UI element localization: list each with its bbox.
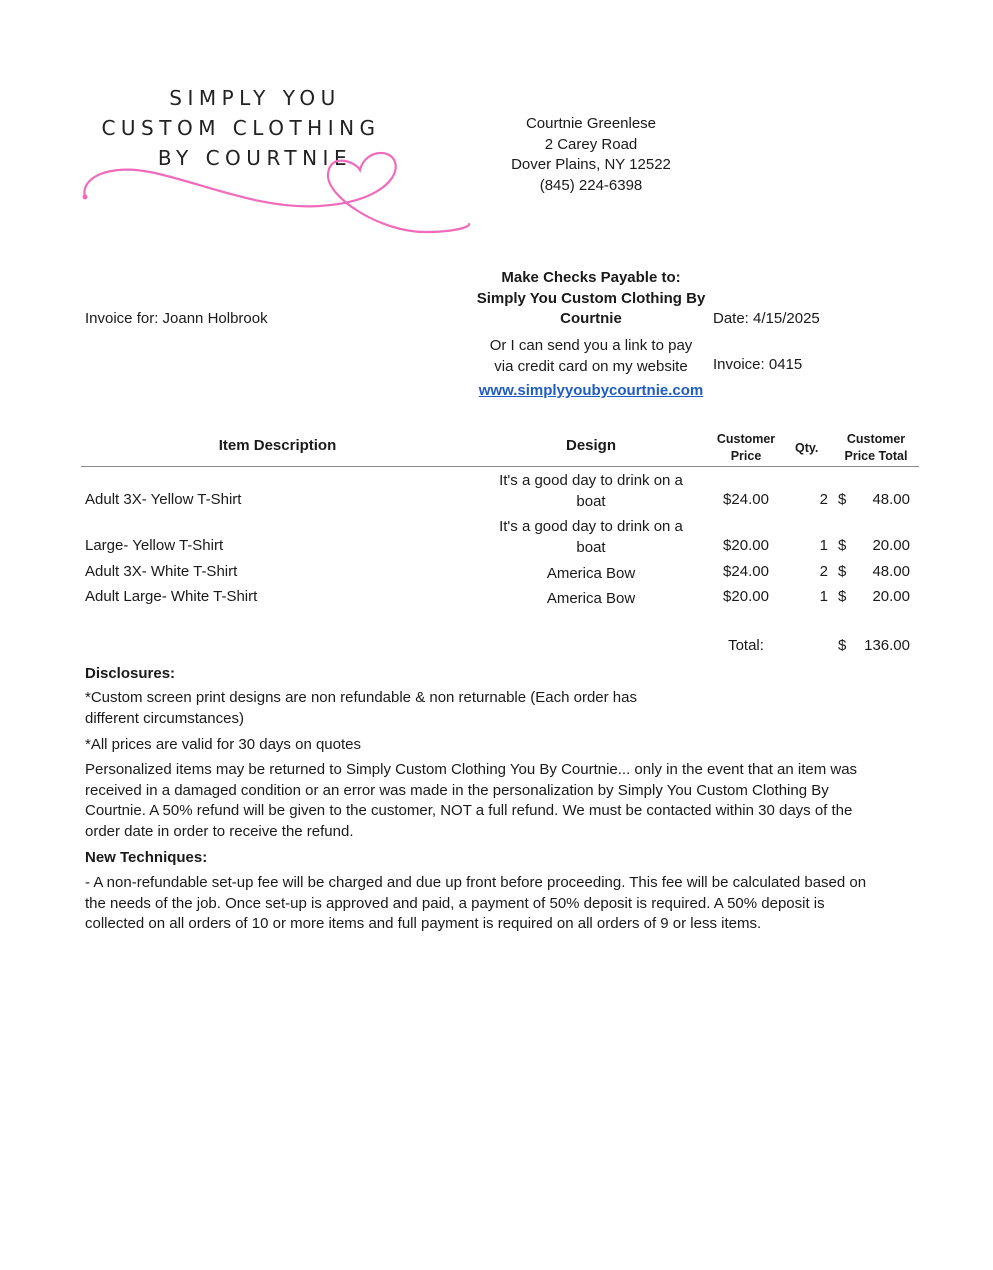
disclosure-refund-policy bbox=[85, 688, 637, 729]
refund-line-3: Courtnie. A 50% refund will be given to the customer, NOT a full refund. We must be contacted within 30 days of the bbox=[85, 802, 853, 819]
row-total: 20.00 bbox=[872, 537, 910, 554]
row-qty: 2 bbox=[819, 491, 828, 508]
row-price: $24.00 bbox=[723, 491, 769, 508]
row-qty: 1 bbox=[819, 537, 828, 554]
disclosure-line-1a: *Custom screen print designs are non refundable & non returnable (Each order has bbox=[85, 689, 637, 706]
disclosures-heading: Disclosures: bbox=[85, 665, 176, 682]
invoice-for: Invoice for: Joann Holbrook bbox=[85, 310, 268, 327]
disclosure-line-1b: different circumstances) bbox=[85, 709, 244, 727]
header-qty: Qty. bbox=[795, 441, 819, 455]
seller-phone: (845) 224-6398 bbox=[539, 176, 643, 194]
row-design-line-1: It's a good day to drink on a bbox=[499, 518, 683, 535]
table-header-rule bbox=[81, 466, 919, 467]
row-design-line-2: boat bbox=[576, 539, 606, 556]
row-description: Adult 3X- White T-Shirt bbox=[85, 563, 238, 580]
row-currency: $ bbox=[838, 588, 847, 605]
header-design: Design bbox=[565, 437, 616, 454]
total-currency: $ bbox=[838, 637, 847, 654]
row-total: 20.00 bbox=[872, 588, 910, 605]
refund-line-4: order date in order to receive the refund. bbox=[85, 822, 354, 840]
disclosure-personalized-returns bbox=[85, 760, 857, 842]
row-design-line-1: It's a good day to drink on a bbox=[499, 472, 683, 489]
techniques-heading: New Techniques: bbox=[85, 849, 208, 866]
heart-swoosh-icon bbox=[80, 82, 475, 242]
header-price-line-1: Customer bbox=[716, 432, 776, 446]
refund-line-1: Personalized items may be returned to Simply Custom Clothing You By Courtnie... only in the event that an item was bbox=[85, 761, 858, 778]
row-currency: $ bbox=[838, 537, 847, 554]
row-description: Adult Large- White T-Shirt bbox=[85, 588, 258, 605]
brand-logo bbox=[80, 82, 475, 242]
techniques-line-1: - A non-refundable set-up fee will be charged and due up front before proceeding. This fee will be calculated based on bbox=[85, 874, 867, 891]
row-qty: 2 bbox=[819, 563, 828, 580]
payee-line-2: Courtnie bbox=[560, 310, 622, 327]
row-design: America Bow bbox=[546, 565, 636, 582]
seller-street: 2 Carey Road bbox=[544, 135, 638, 153]
payable-block bbox=[470, 268, 712, 330]
header-customer-price-total bbox=[832, 431, 920, 465]
row-price: $24.00 bbox=[723, 563, 769, 580]
logo-line-1: SIMPLY YOU bbox=[169, 86, 341, 110]
refund-line-2: received in a damaged condition or an error was made in the personalization by Simply You Custom Clothing By bbox=[85, 781, 829, 799]
total-label: Total: bbox=[728, 637, 764, 654]
row-design-line-2: boat bbox=[576, 493, 606, 510]
seller-city: Dover Plains, NY 12522 bbox=[511, 156, 671, 173]
row-design bbox=[470, 516, 712, 558]
row-price: $20.00 bbox=[723, 537, 769, 554]
row-price: $20.00 bbox=[723, 588, 769, 605]
techniques-line-3: collected on all orders of 10 or more items and full payment is required on all orders of 9 or less items. bbox=[85, 915, 762, 932]
row-currency: $ bbox=[838, 491, 847, 508]
pay-alternative bbox=[470, 336, 712, 377]
logo-line-2: CUSTOM CLOTHING bbox=[101, 116, 381, 140]
payee-line-1: Simply You Custom Clothing By bbox=[476, 289, 706, 307]
header-customer-price bbox=[706, 431, 786, 465]
payable-heading: Make Checks Payable to: bbox=[501, 269, 681, 286]
header-total-line-1: Customer bbox=[846, 432, 906, 446]
pay-alt-line-1: Or I can send you a link to pay bbox=[489, 337, 693, 354]
invoice-date: Date: 4/15/2025 bbox=[713, 310, 820, 327]
disclosure-quote-validity: *All prices are valid for 30 days on quotes bbox=[85, 736, 361, 753]
row-currency: $ bbox=[838, 563, 847, 580]
row-design bbox=[470, 470, 712, 512]
header-price-line-2: Price bbox=[730, 449, 762, 463]
techniques-line-2: the needs of the job. Once set-up is approved and paid, a payment of 50% deposit is required. A 50% deposit is bbox=[85, 894, 825, 912]
invoice-number: Invoice: 0415 bbox=[713, 356, 803, 373]
seller-address bbox=[480, 114, 702, 196]
pay-alt-line-2: via credit card on my website bbox=[494, 357, 688, 375]
row-description: Large- Yellow T-Shirt bbox=[85, 537, 224, 554]
row-total: 48.00 bbox=[872, 563, 910, 580]
header-item-description: Item Description bbox=[218, 437, 337, 454]
row-total: 48.00 bbox=[872, 491, 910, 508]
row-qty: 1 bbox=[819, 588, 828, 605]
row-design: America Bow bbox=[546, 590, 636, 607]
logo-line-3: BY COURTNIE bbox=[157, 146, 353, 170]
row-description: Adult 3X- Yellow T-Shirt bbox=[85, 491, 242, 508]
header-total-line-2: Price Total bbox=[844, 449, 908, 463]
total-value: 136.00 bbox=[864, 637, 910, 654]
website-link[interactable]: www.simplyyoubycourtnie.com bbox=[478, 382, 704, 399]
techniques-text bbox=[85, 873, 866, 935]
seller-name: Courtnie Greenlese bbox=[525, 115, 657, 132]
